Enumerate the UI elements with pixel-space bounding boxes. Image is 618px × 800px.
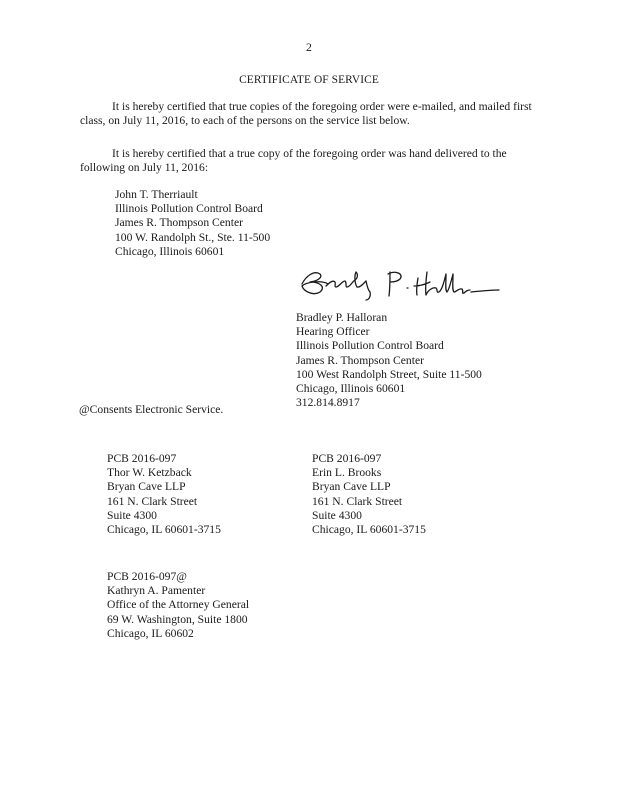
- service-list-line: Suite 4300: [312, 508, 362, 522]
- address-line: John T. Therriault: [115, 188, 198, 201]
- signatory-line: James R. Thompson Center: [296, 353, 424, 367]
- service-list-line: Chicago, IL 60601-3715: [107, 523, 221, 537]
- signatory-line: Bradley P. Halloran: [296, 311, 388, 324]
- consents-electronic-service-note: @Consents Electronic Service.: [79, 403, 224, 416]
- signatory-line: 100 West Randolph Street, Suite 11-500: [296, 367, 482, 381]
- service-list-line: Thor W. Ketzback: [107, 466, 192, 480]
- certification-email-paragraph: It is hereby certified that true copies of the foregoing order were e-mailed, and mailed first class, on July 11, 2016, to each of the persons on the service list below.: [80, 100, 532, 128]
- service-list-line: PCB 2016-097: [312, 452, 382, 465]
- service-list-line: Suite 4300: [107, 508, 157, 522]
- service-list-line: 161 N. Clark Street: [107, 494, 198, 508]
- service-list-line: 161 N. Clark Street: [312, 494, 403, 508]
- service-list-line: PCB 2016-097: [107, 452, 177, 465]
- signatory-line: Hearing Officer: [296, 325, 370, 339]
- service-list-entry: [312, 452, 426, 537]
- service-list-line: Office of the Attorney General: [107, 598, 250, 612]
- service-list-line: Chicago, IL 60601-3715: [312, 523, 426, 537]
- service-list-entry: [107, 452, 221, 537]
- service-list-line: Bryan Cave LLP: [312, 480, 391, 494]
- service-list-entry: [107, 570, 249, 641]
- page-number: 2: [306, 40, 312, 54]
- signatory-line: Illinois Pollution Control Board: [296, 339, 444, 353]
- signatory-line: 312.814.8917: [296, 396, 360, 410]
- address-line: Illinois Pollution Control Board: [115, 202, 263, 216]
- hearing-officer-signature-block: [296, 311, 482, 410]
- service-list-line: Bryan Cave LLP: [107, 480, 186, 494]
- certificate-title: CERTIFICATE OF SERVICE: [239, 74, 379, 86]
- handwritten-signature: [296, 262, 502, 304]
- service-list-line: Chicago, IL 60602: [107, 626, 194, 640]
- signatory-line: Chicago, Illinois 60601: [296, 382, 406, 396]
- address-line: Chicago, Illinois 60601: [115, 244, 225, 258]
- address-line: 100 W. Randolph St., Ste. 11-500: [115, 230, 271, 244]
- service-list-line: 69 W. Washington, Suite 1800: [107, 612, 248, 626]
- service-list-line: Kathryn A. Pamenter: [107, 584, 206, 598]
- hand-delivery-recipient-address: [115, 188, 270, 259]
- service-list-line: Erin L. Brooks: [312, 466, 382, 480]
- service-list-line: PCB 2016-097@: [107, 570, 187, 583]
- certification-hand-delivery-paragraph: It is hereby certified that a true copy of the foregoing order was hand delivered to the following on July 11, 2016:: [80, 147, 507, 175]
- address-line: James R. Thompson Center: [115, 216, 243, 230]
